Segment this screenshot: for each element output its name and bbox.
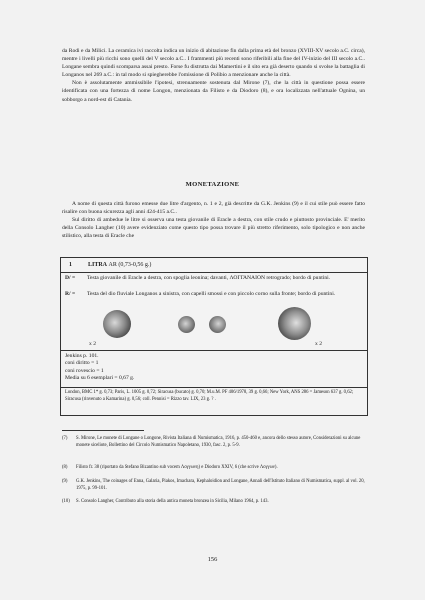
- coin-denomination: [88, 258, 151, 272]
- paragraph-2: Non è assolutamente ammissibile l'ipotesi, strenuamente sostenuta dal Mirone (7), che la città in questione possa essere identificata con una fortezza di nome Longon, menzionata da Filisto e da Diodoro (8), e ora localizzata nell'attuale Ognina, un sobborgo a nord-est di Catania.: [62, 80, 365, 103]
- paragraph-1: da Rodi e da Milici. La ceramica ivi raccolta indica un inizio di abitazione fin dalla prima età del bronzo (XVIII-XV secolo a.C. circa), mentre i livelli più ricchi sono quelli del V secolo a.C.. I frammenti più recenti sono riferibili alla fine del IV-inizio del III secolo a.C.. Longane sembra quindi scomparsa assai presto. Forse fu distrutta dai Mamertini e il sito era già deserto quando si svolse la battaglia di Longanos nel 269 a.C.: in tal modo si spiegherebbe l'omissione di Polibio a menzionare anche la città.: [62, 48, 365, 79]
- coin-catalogue-box: [60, 257, 368, 416]
- reverse-actual-coin-image: [209, 316, 226, 333]
- obverse-label: D/ =: [65, 275, 76, 281]
- box-divider: [61, 350, 367, 351]
- footnote-text: Filisto fr. 38 (riportato da Stefano Bizantino sub vocem Λογγωνη) e Diodoro XXIV, 6 (che scrive Λογγων).: [76, 465, 278, 470]
- coin-entry-header: [61, 258, 367, 273]
- paragraph-4: Sul diritto di ambedue le litre si osserva una testa giovanile di Eracle a destra, con stile crudo e piuttosto provinciale. E' merito della Consolo Langher (10) avere evidenziato come questo tipo possa trovare il più stretto riferimento, solo tipologico e non anche stilistico, alla testa di Eracle che: [62, 217, 365, 240]
- scale-label-right: x 2: [315, 341, 322, 347]
- coin-number: 1: [69, 262, 72, 268]
- reverse-label: R/ =: [65, 291, 76, 297]
- footnote-number: (8): [62, 465, 68, 470]
- denomination-name: LITRA: [88, 262, 108, 268]
- stat-reverse-dies: coni rovescio = 1: [65, 367, 104, 374]
- obverse-enlarged-coin-image: [103, 310, 131, 338]
- scale-label-left: x 2: [89, 341, 96, 347]
- footnote-text: G.K. Jenkins, The coinages of Enna, Galaria, Piakos, Imachara, Kephaloidion and Longane, Annali dell'Istituto Italiano di Numismatica, suppl. al vol. 20, 1975, p. 99-101.: [76, 479, 365, 491]
- obverse-actual-coin-image: [178, 316, 195, 333]
- reverse-text: Testa del dio fluviale Longanos a sinistra, con capelli smossi e con piccolo corno sulla fronte; bordo di puntini.: [87, 291, 336, 297]
- footnote-number: (9): [62, 479, 68, 484]
- metal-weight: AR (0,73-0,56 g.): [108, 262, 152, 268]
- paragraph-3: A nome di questa città furono emesse due litre d'argento, n. 1 e 2, già descritte da G.K. Jenkins (9) e il cui stile può essere fatto risalire con buona sicurezza agli anni 424-415 a.C..: [62, 201, 365, 216]
- obverse-text: Testa giovanile di Eracle a destra, con spoglia leonina; davanti, ΛΟΓΓΑΝΑΙΟΝ retrogrado; bordo di puntini.: [87, 275, 331, 281]
- footnote-number: (7): [62, 436, 68, 441]
- reverse-enlarged-coin-image: [278, 307, 311, 340]
- specimen-references: London, BMC 1* g. 0,73; Paris, L. 1005 g. 0,72; Siracusa (bucato) g. 0,70; M.u.M. PF 406/1978, 39 g. 0,66; New York, ANS 286 = Jameson 637 g. 0,62; Siracusa (rinvenuto a Kamarina) g. 0,56; coll. Pennisi = Rizzo tav. LIX, 23 g. ? .: [65, 390, 354, 402]
- page-number: 156: [207, 556, 218, 563]
- body-text-middle: [62, 200, 365, 240]
- stat-average-weight: Media su 6 esemplari = 0,67 g.: [65, 375, 135, 382]
- box-divider: [61, 387, 367, 388]
- coin-statistics: [65, 353, 134, 383]
- stat-obverse-dies: coni diritto = 1: [65, 360, 99, 367]
- footnote-text: S. Consolo Langher, Contributo alla storia della antica moneta bronzea in Sicilia, Milano 1964, p. 143.: [76, 499, 269, 504]
- stat-reference: Jenkins p. 101.: [65, 353, 99, 359]
- body-text-top: [62, 47, 365, 104]
- section-heading: MONETAZIONE: [185, 181, 240, 188]
- footnote-rule: [62, 430, 144, 431]
- footnote-text: S. Mirone, Le monete di Longane o Longone, Rivista Italiana di Numismatica, 1916, p. 450-460 e, ancora dello stesso autore, Considerazioni su alcune monete siceliote, Bollettino del Circolo Numismatico Napoletano, 1930, fasc. 2, p. 5-9.: [76, 436, 361, 448]
- footnote-number: (10): [62, 499, 70, 504]
